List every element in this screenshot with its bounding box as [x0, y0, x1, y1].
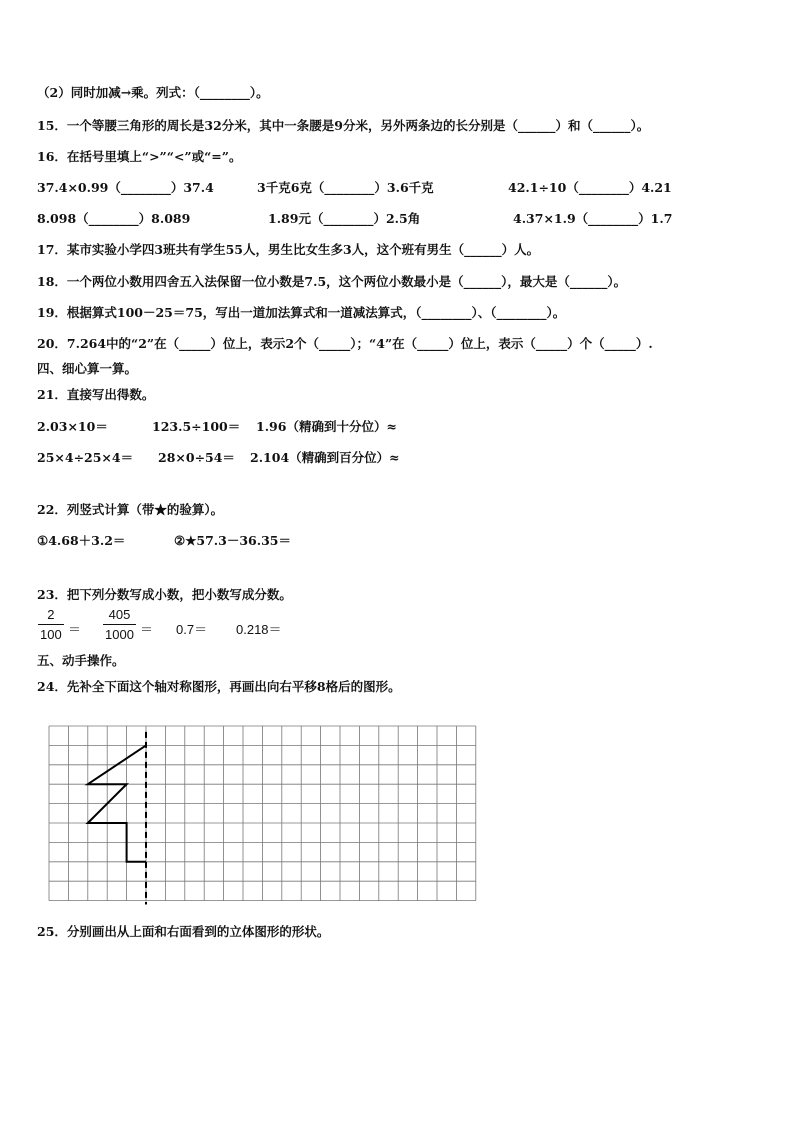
fraction-numerator: 405	[108, 607, 131, 622]
question-15: 15．一个等腰三角形的周长是32分米，其中一条腰是9分米，另外两条边的长分别是（______）和（______）。	[37, 118, 650, 133]
fraction-405-over-1000	[103, 607, 136, 642]
fraction-2-over-100	[38, 607, 64, 642]
fraction-bar	[38, 624, 64, 625]
fraction-1-equals: ＝	[68, 622, 82, 637]
square-grid-figure	[48, 725, 480, 905]
q21-item-5: 28×0÷54＝	[158, 450, 235, 465]
q16-item-4: 8.098（________）8.089	[37, 211, 191, 226]
q21-item-2: 123.5÷100＝	[152, 419, 241, 434]
fraction-denominator: 100	[40, 627, 62, 642]
q21-item-6: 2.104（精确到百分位）≈	[250, 450, 400, 465]
question-25: 25．分别画出从上面和右面看到的立体图形的形状。	[37, 924, 330, 939]
question-16: 16．在括号里填上“>”“<”或“=”。	[37, 149, 242, 164]
decimal-0-7: 0.7＝	[176, 622, 208, 637]
question-19: 19．根据算式100－25＝75，写出一道加法算式和一道减法算式，（________）、（________）。	[37, 305, 566, 320]
q16-item-6: 4.37×1.9（________）1.7	[513, 211, 673, 226]
question-21: 21．直接写出得数。	[37, 387, 155, 402]
q22-item-1: ①4.68＋3.2＝	[37, 533, 126, 548]
question-23: 23．把下列分数写成小数，把小数写成分数。	[37, 587, 292, 602]
fraction-denominator: 1000	[105, 627, 134, 642]
q16-item-1: 37.4×0.99（________）37.4	[37, 180, 214, 195]
decimal-0-218: 0.218＝	[236, 622, 282, 637]
section-4-heading: 四、细心算一算。	[37, 361, 138, 376]
q22-item-2: ②★57.3－36.35＝	[174, 533, 291, 548]
fraction-bar	[103, 624, 136, 625]
q14-part2: （2）同时加减→乘。列式：（________）。	[37, 85, 269, 100]
fraction-numerator: 2	[47, 607, 55, 622]
q16-item-2: 3千克6克（________）3.6千克	[257, 180, 434, 195]
question-24: 24．先补全下面这个轴对称图形，再画出向右平移8格后的图形。	[37, 679, 401, 694]
question-22: 22．列竖式计算（带★的验算）。	[37, 502, 224, 517]
question-17: 17．某市实验小学四3班共有学生55人，男生比女生多3人，这个班有男生（______）人。	[37, 242, 540, 257]
q21-item-1: 2.03×10＝	[37, 419, 108, 434]
q21-item-4: 25×4÷25×4＝	[37, 450, 134, 465]
q21-item-3: 1.96（精确到十分位）≈	[256, 419, 397, 434]
question-20: 20．7.264中的“2”在（_____）位上，表示2个（_____）；“4”在（_____）位上，表示（_____）个（_____）.	[37, 336, 653, 351]
fraction-2-equals: ＝	[140, 622, 154, 637]
q16-item-3: 42.1÷10（________）4.21	[508, 180, 672, 195]
question-18: 18．一个两位小数用四舍五入法保留一位小数是7.5，这个两位小数最小是（______），最大是（______）。	[37, 274, 627, 289]
q16-item-5: 1.89元（________）2.5角	[268, 211, 421, 226]
section-5-heading: 五、动手操作。	[37, 653, 125, 668]
